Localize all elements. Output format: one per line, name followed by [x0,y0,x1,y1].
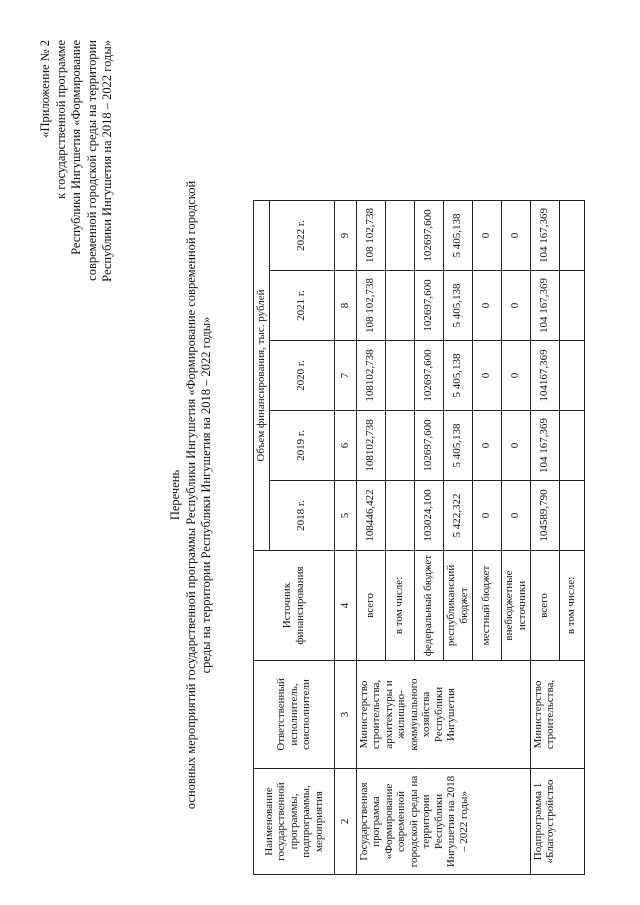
value-cell: 0 [501,201,530,271]
value-cell: 104589,790 [530,481,559,551]
value-cell: 104 167,369 [530,271,559,341]
source-cell: всего [530,551,559,661]
value-cell: 103024,100 [414,481,443,551]
value-cell [559,201,584,271]
value-cell: 108102,738 [356,411,385,481]
financing-table [253,200,585,875]
col-number: 4 [334,551,356,661]
value-cell: 104 167,369 [530,201,559,271]
value-cell [385,271,414,341]
value-cell: 102697,600 [414,201,443,271]
value-cell: 104 167,369 [530,411,559,481]
value-cell: 5 405,138 [443,341,472,411]
value-cell: 5 405,138 [443,271,472,341]
table-row [356,201,385,875]
source-cell: местный бюджет [472,551,501,661]
value-cell: 108 102,738 [356,271,385,341]
value-cell: 0 [501,481,530,551]
col-number: 3 [334,661,356,769]
header-year: 2018 г. [269,481,334,551]
source-cell: республиканский бюджет [443,551,472,661]
value-cell: 0 [472,341,501,411]
subprogram-name: Подпрограмма 1 «Благоустройство [530,769,584,875]
appendix-line: Республики Ингушетия на 2018 – 2022 годы» [100,40,114,282]
heading-title: Перечень [168,469,182,521]
value-cell: 102697,600 [414,341,443,411]
value-cell: 0 [472,411,501,481]
appendix-note [38,40,116,400]
column-numbers-row [334,201,356,875]
value-cell: 0 [501,271,530,341]
source-cell: внебюджетные источники [501,551,530,661]
value-cell: 0 [472,481,501,551]
subprogram-executor: Министерство строительства, [530,661,584,769]
header-year: 2020 г. [269,341,334,411]
col-number: 6 [334,411,356,481]
col-number: 2 [334,769,356,875]
appendix-line: к государственной программе [53,40,68,199]
table-row [530,201,559,875]
value-cell [385,481,414,551]
value-cell: 104167,369 [530,341,559,411]
program-executor: Министерство строительства, архитектуры и жилищно-коммунального хозяйства Республики Ингушетия [356,661,530,769]
header-source: Источник финансирования [254,551,335,661]
value-cell [559,341,584,411]
value-cell: 0 [472,201,501,271]
source-cell: федеральный бюджет [414,551,443,661]
value-cell: 0 [501,411,530,481]
value-cell: 5 422,322 [443,481,472,551]
header-year: 2022 г. [269,201,334,271]
value-cell: 108 102,738 [356,201,385,271]
appendix-line: «Приложение № 2 [38,40,52,138]
col-number: 9 [334,201,356,271]
value-cell: 102697,600 [414,411,443,481]
value-cell [559,271,584,341]
value-cell [559,411,584,481]
value-cell [385,411,414,481]
header-name: Наименование государственной программы, подпрограммы, мероприятия [254,769,335,875]
source-cell: в том числе: [385,551,414,661]
value-cell [559,481,584,551]
header-executor: Ответственный исполнитель, соисполнители [254,661,335,769]
appendix-line: Республики Ингушетия «Формирование [69,40,83,255]
value-cell: 0 [472,271,501,341]
value-cell: 108446,422 [356,481,385,551]
value-cell: 5 405,138 [443,411,472,481]
value-cell [385,341,414,411]
table-header-row [254,201,270,875]
heading-line: среды на территории Республики Ингушетия на 2018 – 2022 годы» [199,316,213,674]
header-year: 2019 г. [269,411,334,481]
value-cell: 102697,600 [414,271,443,341]
appendix-line: современной городской среды на территории [84,40,99,281]
program-name: Государственная программа «Формирование современной городской среды на территории Республики Ингушетия на 2018 – 2022 годы» [356,769,530,875]
header-volume: Объем финансирования, тыс. рублей [254,201,270,551]
value-cell: 0 [501,341,530,411]
col-number: 7 [334,341,356,411]
source-cell: в том числе: [559,551,584,661]
header-year: 2021 г. [269,271,334,341]
value-cell: 108102,738 [356,341,385,411]
source-cell: всего [356,551,385,661]
col-number: 5 [334,481,356,551]
value-cell: 5 405,138 [443,201,472,271]
value-cell [385,201,414,271]
heading-line: основных мероприятий государственной программы Республики Ингушетия «Формирование современной городской [183,180,198,810]
document-heading [168,145,215,845]
col-number: 8 [334,271,356,341]
